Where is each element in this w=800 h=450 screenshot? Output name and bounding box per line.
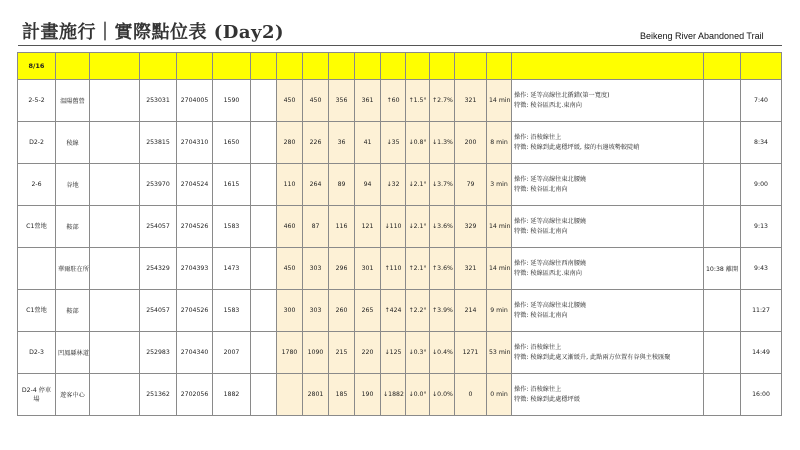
cell-v2: 303 bbox=[303, 248, 329, 290]
cell-distance: 200 bbox=[455, 122, 487, 164]
cell-time: 8 min bbox=[487, 122, 512, 164]
cell-extra: 10:38 離開 bbox=[704, 248, 741, 290]
cell-v2: 87 bbox=[303, 206, 329, 248]
cell-clock: 8:34 bbox=[741, 122, 782, 164]
cell-note bbox=[512, 206, 704, 248]
cell-altitude: 1473 bbox=[213, 248, 251, 290]
cell-slope-pct: ↑3.6% bbox=[430, 248, 455, 290]
table-row bbox=[18, 332, 782, 374]
cell-note-operation: 操作: 延等高線往東北腰繞 bbox=[514, 175, 587, 183]
cell-extra bbox=[704, 374, 741, 416]
cell-v1 bbox=[277, 374, 303, 416]
cell-slope-deg: ↓0.3° bbox=[406, 332, 430, 374]
cell-v1: 450 bbox=[277, 248, 303, 290]
cell-v4: 190 bbox=[355, 374, 381, 416]
cell-v4: 121 bbox=[355, 206, 381, 248]
cell-rise: ↑424 bbox=[381, 290, 406, 332]
cell-time: 14 min bbox=[487, 248, 512, 290]
table-row bbox=[18, 290, 782, 332]
table-row bbox=[18, 164, 782, 206]
cell-time: 14 min bbox=[487, 206, 512, 248]
cell-altitude: 1583 bbox=[213, 206, 251, 248]
cell-blank bbox=[90, 80, 140, 122]
cell-distance: 214 bbox=[455, 290, 487, 332]
cell-rise: ↓32 bbox=[381, 164, 406, 206]
cell-blank bbox=[90, 206, 140, 248]
cell-altitude: 1882 bbox=[213, 374, 251, 416]
cell-v3: 356 bbox=[329, 80, 355, 122]
page-title: 計畫施行｜實際點位表 (Day2) bbox=[22, 22, 285, 43]
cell-time: 3 min bbox=[487, 164, 512, 206]
cell-code: D2-4 停車場 bbox=[18, 374, 56, 416]
cell-distance: 79 bbox=[455, 164, 487, 206]
cell-v2: 450 bbox=[303, 80, 329, 122]
table-row bbox=[18, 206, 782, 248]
cell-note-operation: 操作: 延等高線往北循錯(第一寬度) bbox=[514, 91, 610, 99]
cell-v3: 89 bbox=[329, 164, 355, 206]
cell-v4: 94 bbox=[355, 164, 381, 206]
cell-v4: 301 bbox=[355, 248, 381, 290]
cell-blank bbox=[251, 80, 277, 122]
cell-altitude: 1615 bbox=[213, 164, 251, 206]
cell-v4: 41 bbox=[355, 122, 381, 164]
cell-note-operation: 操作: 延等高線往東北腰繞 bbox=[514, 301, 587, 309]
cell-slope-deg: ↑1.5° bbox=[406, 80, 430, 122]
cell-v3: 36 bbox=[329, 122, 355, 164]
cell-v4: 220 bbox=[355, 332, 381, 374]
cell-v3: 215 bbox=[329, 332, 355, 374]
cell-blank bbox=[251, 374, 277, 416]
cell-time: 53 min bbox=[487, 332, 512, 374]
cell-name: 鞍部 bbox=[56, 206, 90, 248]
cell-slope-pct: ↑2.7% bbox=[430, 80, 455, 122]
table-row bbox=[18, 80, 782, 122]
cell-clock: 7:40 bbox=[741, 80, 782, 122]
cell-slope-deg: ↓2.1° bbox=[406, 206, 430, 248]
cell-time: 14 min bbox=[487, 80, 512, 122]
cell-blank bbox=[90, 290, 140, 332]
cell-code bbox=[18, 248, 56, 290]
cell-v4: 265 bbox=[355, 290, 381, 332]
cell-name: 凹鳳縣林道 bbox=[56, 332, 90, 374]
cell-blank bbox=[251, 248, 277, 290]
cell-x: 253815 bbox=[140, 122, 177, 164]
cell-slope-pct: ↓1.3% bbox=[430, 122, 455, 164]
cell-slope-deg: ↓0.0° bbox=[406, 374, 430, 416]
page-subtitle: Beikeng River Abandoned Trail bbox=[640, 31, 764, 41]
cell-slope-deg: ↓2.1° bbox=[406, 164, 430, 206]
cell-x: 254057 bbox=[140, 290, 177, 332]
cell-extra bbox=[704, 122, 741, 164]
cell-code: 2-5-2 bbox=[18, 80, 56, 122]
cell-y: 2704005 bbox=[177, 80, 213, 122]
cell-slope-deg: ↓0.8° bbox=[406, 122, 430, 164]
cell-clock: 9:43 bbox=[741, 248, 782, 290]
cell-extra bbox=[704, 164, 741, 206]
cell-note bbox=[512, 374, 704, 416]
cell-slope-deg: ↑2.1° bbox=[406, 248, 430, 290]
cell-x: 252983 bbox=[140, 332, 177, 374]
cell-code: D2-2 bbox=[18, 122, 56, 164]
cell-blank bbox=[251, 122, 277, 164]
table-row bbox=[18, 374, 782, 416]
cell-altitude: 1650 bbox=[213, 122, 251, 164]
cell-x: 251362 bbox=[140, 374, 177, 416]
cell-note-feature: 特徵: 稜谷區北南向 bbox=[514, 185, 568, 193]
cell-distance: 321 bbox=[455, 248, 487, 290]
cell-slope-pct: ↓0.0% bbox=[430, 374, 455, 416]
cell-rise: ↑60 bbox=[381, 80, 406, 122]
cell-altitude: 1590 bbox=[213, 80, 251, 122]
cell-x: 253970 bbox=[140, 164, 177, 206]
cell-name: 遊客中心 bbox=[56, 374, 90, 416]
cell-note bbox=[512, 332, 704, 374]
cell-time: 0 min bbox=[487, 374, 512, 416]
cell-note-operation: 操作: 延等高線往西南腰繞 bbox=[514, 259, 587, 267]
cell-altitude: 1583 bbox=[213, 290, 251, 332]
cell-name: 鞍部 bbox=[56, 290, 90, 332]
cell-extra bbox=[704, 332, 741, 374]
cell-distance: 329 bbox=[455, 206, 487, 248]
cell-extra bbox=[704, 206, 741, 248]
waypoint-table bbox=[17, 52, 782, 416]
cell-rise: ↓1882 bbox=[381, 374, 406, 416]
cell-v1: 280 bbox=[277, 122, 303, 164]
cell-note-feature: 特徵: 稜谷區西北.東南向 bbox=[514, 101, 582, 109]
cell-blank bbox=[251, 164, 277, 206]
cell-v1: 460 bbox=[277, 206, 303, 248]
cell-note bbox=[512, 290, 704, 332]
cell-extra bbox=[704, 290, 741, 332]
cell-v1: 450 bbox=[277, 80, 303, 122]
cell-clock: 11:27 bbox=[741, 290, 782, 332]
cell-name: 華爾駐在所 bbox=[56, 248, 90, 290]
cell-note-operation: 操作: 沿稜線往上 bbox=[514, 385, 562, 393]
cell-clock: 16:00 bbox=[741, 374, 782, 416]
cell-rise: ↑110 bbox=[381, 248, 406, 290]
cell-y: 2702056 bbox=[177, 374, 213, 416]
cell-v2: 303 bbox=[303, 290, 329, 332]
cell-note-operation: 操作: 沿稜線往上 bbox=[514, 133, 562, 141]
cell-code: C1營地 bbox=[18, 206, 56, 248]
cell-note-operation: 操作: 延等高線往東北腰繞 bbox=[514, 217, 587, 225]
cell-extra bbox=[704, 80, 741, 122]
cell-v2: 1090 bbox=[303, 332, 329, 374]
cell-name: 稜線 bbox=[56, 122, 90, 164]
cell-v3: 260 bbox=[329, 290, 355, 332]
cell-note-feature: 特徵: 稜線到此處穩坪緩, 接的右邊坡勢較陡峭 bbox=[514, 143, 640, 151]
cell-blank bbox=[90, 164, 140, 206]
cell-code: D2-3 bbox=[18, 332, 56, 374]
cell-v3: 296 bbox=[329, 248, 355, 290]
cell-v2: 2801 bbox=[303, 374, 329, 416]
cell-slope-pct: ↓0.4% bbox=[430, 332, 455, 374]
cell-name: 谷地 bbox=[56, 164, 90, 206]
cell-code: C1營地 bbox=[18, 290, 56, 332]
cell-v1: 300 bbox=[277, 290, 303, 332]
cell-slope-deg: ↑2.2° bbox=[406, 290, 430, 332]
cell-v2: 226 bbox=[303, 122, 329, 164]
cell-note bbox=[512, 248, 704, 290]
cell-altitude: 2007 bbox=[213, 332, 251, 374]
cell-slope-pct: ↓3.6% bbox=[430, 206, 455, 248]
cell-blank bbox=[90, 332, 140, 374]
cell-clock: 14:49 bbox=[741, 332, 782, 374]
cell-rise: ↓35 bbox=[381, 122, 406, 164]
cell-note-feature: 特徵: 稜線到此處又漸緩升, 此點兩方位置有谷與主稜匯聚 bbox=[514, 353, 671, 361]
cell-rise: ↓110 bbox=[381, 206, 406, 248]
cell-distance: 1271 bbox=[455, 332, 487, 374]
cell-v1: 110 bbox=[277, 164, 303, 206]
cell-x: 253031 bbox=[140, 80, 177, 122]
cell-blank bbox=[251, 290, 277, 332]
cell-y: 2704310 bbox=[177, 122, 213, 164]
cell-blank bbox=[90, 374, 140, 416]
date-cell: 8/16 bbox=[18, 53, 56, 80]
cell-v3: 116 bbox=[329, 206, 355, 248]
cell-name: 溫陽舊營 bbox=[56, 80, 90, 122]
cell-blank bbox=[90, 248, 140, 290]
cell-note-feature: 特徵: 稜谷區北南向 bbox=[514, 227, 568, 235]
cell-note-feature: 特徵: 稜谷區北南向 bbox=[514, 311, 568, 319]
cell-blank bbox=[90, 122, 140, 164]
cell-note-feature: 特徵: 稜線到此處穩坪緩 bbox=[514, 395, 580, 403]
cell-v2: 264 bbox=[303, 164, 329, 206]
cell-code: 2-6 bbox=[18, 164, 56, 206]
cell-blank bbox=[251, 206, 277, 248]
cell-v3: 185 bbox=[329, 374, 355, 416]
cell-y: 2704526 bbox=[177, 206, 213, 248]
cell-clock: 9:13 bbox=[741, 206, 782, 248]
table-row bbox=[18, 248, 782, 290]
cell-slope-pct: ↓3.7% bbox=[430, 164, 455, 206]
cell-note-operation: 操作: 沿稜線往上 bbox=[514, 343, 562, 351]
cell-x: 254057 bbox=[140, 206, 177, 248]
cell-y: 2704340 bbox=[177, 332, 213, 374]
cell-y: 2704526 bbox=[177, 290, 213, 332]
cell-note-feature: 特徵: 稜線區西北.東南向 bbox=[514, 269, 582, 277]
cell-note bbox=[512, 164, 704, 206]
cell-x: 254329 bbox=[140, 248, 177, 290]
cell-distance: 0 bbox=[455, 374, 487, 416]
cell-clock: 9:00 bbox=[741, 164, 782, 206]
cell-y: 2704393 bbox=[177, 248, 213, 290]
cell-note bbox=[512, 122, 704, 164]
title-divider bbox=[18, 45, 782, 46]
cell-blank bbox=[251, 332, 277, 374]
cell-v1: 1780 bbox=[277, 332, 303, 374]
cell-v4: 361 bbox=[355, 80, 381, 122]
cell-note bbox=[512, 80, 704, 122]
table-header-row bbox=[18, 53, 782, 80]
cell-rise: ↓125 bbox=[381, 332, 406, 374]
cell-distance: 321 bbox=[455, 80, 487, 122]
cell-time: 9 min bbox=[487, 290, 512, 332]
table-row bbox=[18, 122, 782, 164]
cell-y: 2704524 bbox=[177, 164, 213, 206]
cell-slope-pct: ↑3.9% bbox=[430, 290, 455, 332]
